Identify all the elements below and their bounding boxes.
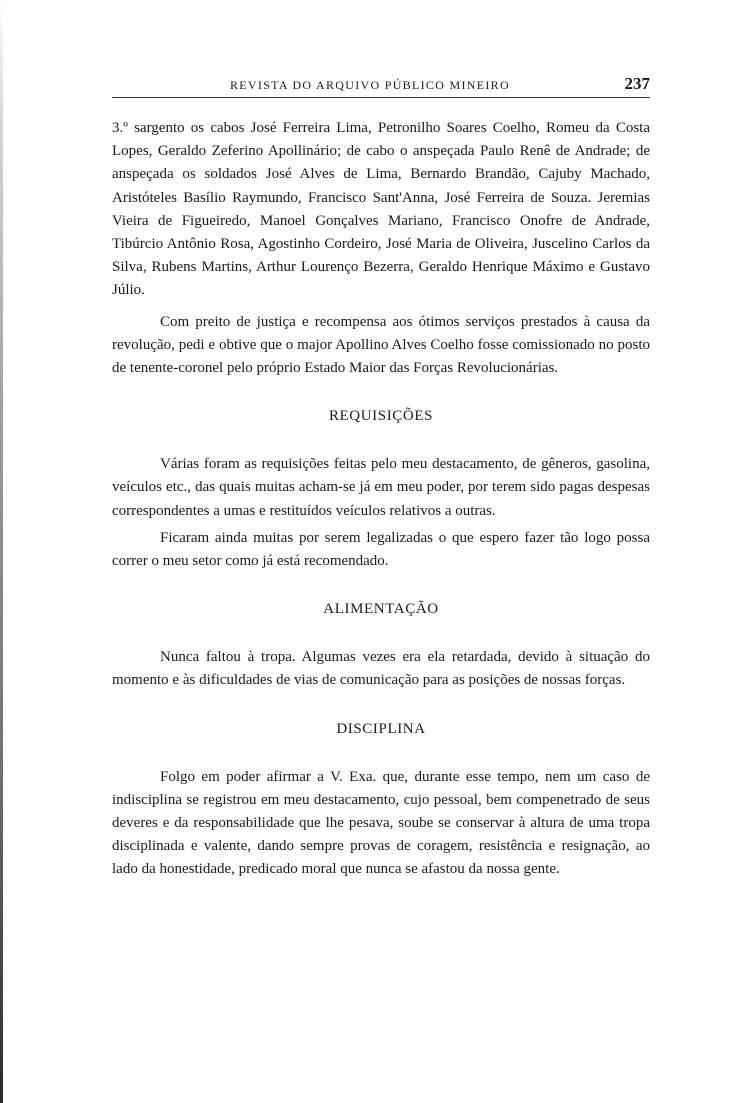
header-rule <box>112 97 650 98</box>
heading-alimentacao: ALIMENTAÇÃO <box>323 601 439 618</box>
paragraph-discipline: Folgo em poder afirmar a V. Exa. que, durante esse tempo, nem um caso de indisciplina se registrou em meu destacamento, cujo pessoal, bem compenetrado de seus deveres e da responsabilidade que lhe pesava, soube se conservar à altura de uma tropa disciplinada e valente, dando sempre provas de coragem, resistência e resignação, ao lado da honestidade, predicado moral que nunca se afastou da nossa gente. <box>112 768 650 878</box>
heading-requisicoes: REQUISIÇÕES <box>328 408 434 425</box>
running-title: REVISTA DO ARQUIVO PÚBLICO MINEIRO <box>230 78 510 92</box>
heading-disciplina: DISCIPLINA <box>336 720 426 737</box>
paragraph-promotions: 3.º sargento os cabos José Ferreira Lima, Petronilho Soares Coelho, Romeu da Costa Lopes, Geraldo Zeferino Apollinário; de cabo o anspeçada Paulo Renê de Andrade; de anspeçada os soldados José Alves de Lima, Bernardo Brandão, Cajuby Machado, Aristóteles Basílio Raymundo, Francisco Sant'Anna, José Ferreira de Souza. Jeremias Vieira de Figueiredo, Manoel Gonçalves Mariano, Francisco Onofre de Andrade, Tibúrcio Antônio Rosa, Agostinho Cordeiro, José Maria de Oliveira, Juscelino Carlos da Silva, Rubens Martins, Arthur Lourenço Bezerra, Geraldo Henrique Máximo e Gustavo Júlio. <box>112 120 650 299</box>
paragraph-pending: Ficaram ainda muitas por serem legalizadas o que espero fazer tão logo possa correr o meu setor como já está recomendado. <box>112 529 650 570</box>
page-header <box>112 74 650 100</box>
paragraph-requisitions: Várias foram as requisições feitas pelo meu destacamento, de gêneros, gasolina, veículos etc., das quais muitas acham-se já em meu poder, por terem sido pagas despesas correspondentes a umas e restituídos veículos relativos a outras. <box>112 456 650 519</box>
page-edge-shadow <box>0 0 3 1103</box>
page-number: 237 <box>624 74 650 93</box>
paragraph-commission: Com preito de justiça e recompensa aos ótimos serviços prestados à causa da revolução, pedi e obtive que o major Apollino Alves Coelho fosse comissionado no posto de tenente-coronel pelo próprio Estado Maior das Forças Revolucionárias. <box>112 313 650 377</box>
body-text <box>112 117 650 882</box>
paragraph-food: Nunca faltou à tropa. Algumas vezes era ela retardada, devido à situação do momento e às dificuldades de vias de comunicação para as posições de nossas forças. <box>112 649 650 689</box>
